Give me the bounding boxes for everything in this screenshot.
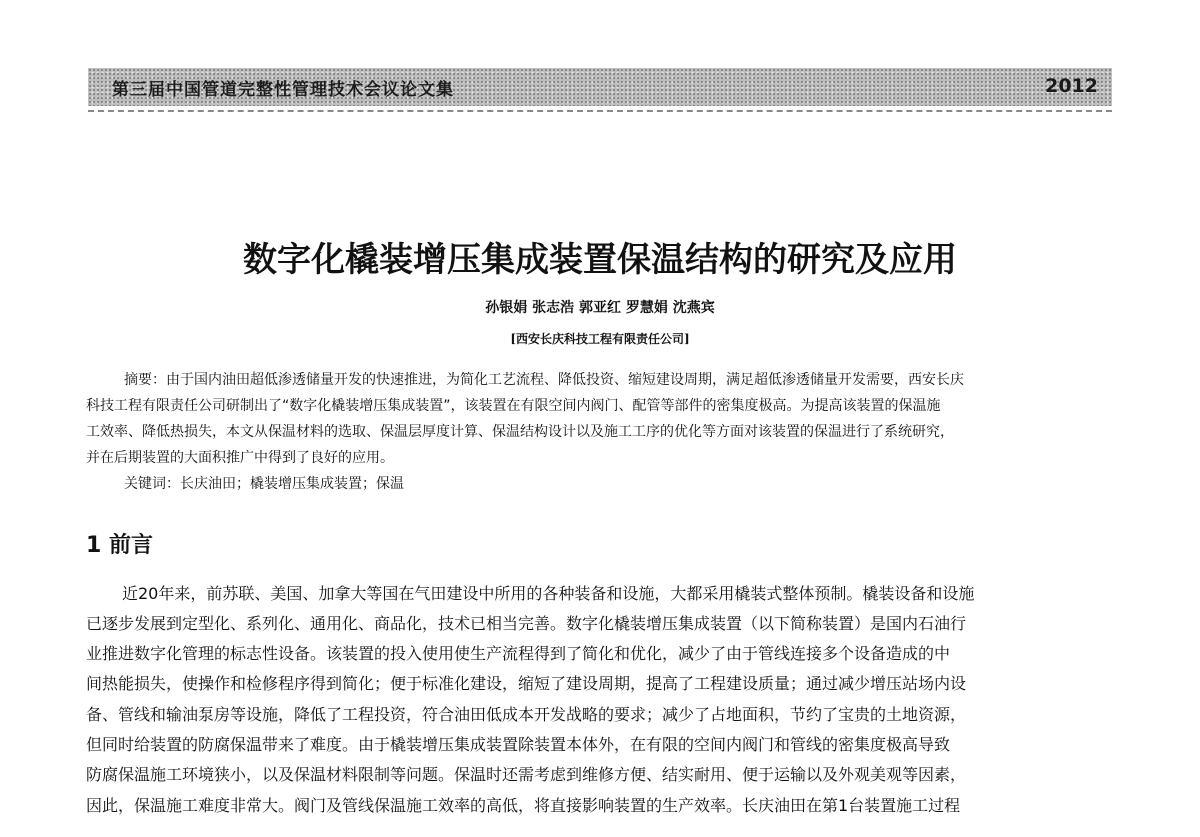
running-header-banner [88,68,1112,106]
keywords: 关键词：长庆油田；橇装增压集成装置；保温 [124,476,404,492]
header-rule [88,110,1112,112]
body-line: 但同时给装置的防腐保温带来了难度。由于橇装增压集成装置除装置本体外，在有限的空间内阀门和管线的密集度极高导致 [86,735,951,754]
body-line: 间热能损失，使操作和检修程序得到简化；便于标准化建设，缩短了建设周期，提高了工程建设质量；通过减少增压站场内设 [86,674,967,693]
body-line: 已逐步发展到定型化、系列化、通用化、商品化，技术已相当完善。数字化橇装增压集成装置（以下简称装置）是国内石油行 [86,614,967,633]
body-line: 因此，保温施工难度非常大。阀门及管线保温施工效率的高低，将直接影响装置的生产效率。长庆油田在第1台装置施工过程 [86,796,961,815]
conference-year: 2012 [1045,75,1098,97]
body-line: 备、管线和输油泵房等设施，降低了工程投资，符合油田低成本开发战略的要求；减少了占地面积，节约了宝贵的土地资源， [86,705,967,724]
abstract-line: 并在后期装置的大面积推广中得到了良好的应用。 [86,450,394,466]
conference-name: 第三届中国管道完整性管理技术会议论文集 [112,80,454,100]
affiliation: [西安长庆科技工程有限责任公司] [510,332,690,346]
body-line: 近20年来，前苏联、美国、加拿大等国在气田建设中所用的各种装备和设施，大都采用橇装式整体预制。橇装设备和设施 [122,584,975,603]
abstract-line: 科技工程有限责任公司研制出了“数字化橇装增压集成装置”，该装置在有限空间内阀门、配管等部件的密集度极高。为提高该装置的保温施 [86,398,941,414]
section-heading: 1 前言 [86,533,153,558]
body-line: 防腐保温施工环境狭小，以及保温材料限制等问题。保温时还需考虑到维修方便、结实耐用、便于运输以及外观美观等因素， [86,765,967,784]
abstract-line: 摘要：由于国内油田超低渗透储量开发的快速推进，为简化工艺流程、降低投资、缩短建设周期，满足超低渗透储量开发需要，西安长庆 [124,372,964,388]
paper-title: 数字化橇装增压集成装置保温结构的研究及应用 [243,240,957,280]
body-line: 业推进数字化管理的标志性设备。该装置的投入使用使生产流程得到了简化和优化，减少了由于管线连接多个设备造成的中 [86,644,951,663]
abstract-line: 工效率、降低热损失，本文从保温材料的选取、保温层厚度计算、保温结构设计以及施工工序的优化等方面对该装置的保温进行了系统研究， [86,424,954,440]
author-list: 孙银娟 张志浩 郭亚红 罗慧娟 沈燕宾 [485,300,715,316]
